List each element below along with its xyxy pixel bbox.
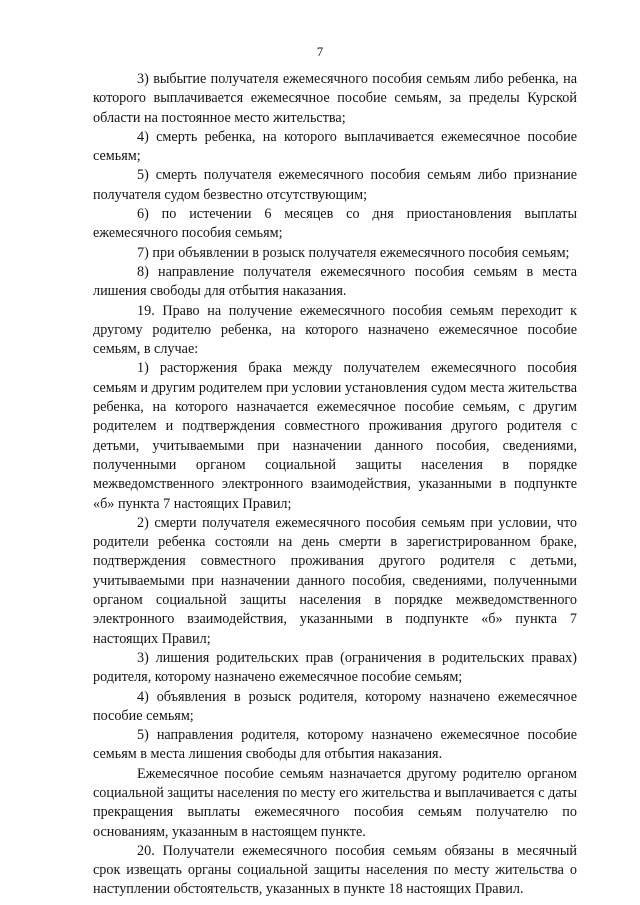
paragraph-clause-19-note: Ежемесячное пособие семьям назначается другому родителю органом социальной защиты населения по месту его жительства и выплачивается с даты прекращения выплаты ежемесячного пособия семьям получателю по основаниям, указанным в настоящем пункте.: [93, 765, 577, 840]
document-body: [93, 70, 577, 900]
paragraph-clause-19-item-1: 1) расторжения брака между получателем ежемесячного пособия семьям и другим родителем при условии установления судом места жительства ребенка, на которого назначается ежемесячное пособие семьям, с другим родителем и подтверждения совместного проживания другого родителя с детьми, учитываемыми при назначении данного пособия, сведениями, полученными органом социальной защиты населения в порядке межведомственного электронного взаимодействия, указанными в подпункте «б» пункта 7 настоящих Правил;: [93, 360, 577, 512]
paragraph-clause-19-item-5: 5) направления родителя, которому назначено ежемесячное пособие семьям в места лишения свободы для отбытия наказания.: [93, 727, 577, 763]
paragraph-clause-19: 19. Право на получение ежемесячного пособия семьям переходит к другому родителю ребенка, на которого назначено ежемесячное пособие семьям, в случае:: [93, 302, 577, 358]
paragraph-item-6: 6) по истечении 6 месяцев со дня приостановления выплаты ежемесячного пособия семьям;: [93, 206, 577, 242]
paragraph-item-5: 5) смерть получателя ежемесячного пособия семьям либо признание получателя судом безвестно отсутствующим;: [93, 167, 577, 203]
page-number: 7: [316, 44, 324, 59]
paragraph-clause-19-item-2: 2) смерти получателя ежемесячного пособия семьям при условии, что родители ребенка состояли на день смерти в зарегистрированном браке, подтверждения совместного проживания другого родителя с детьми, учитываемыми при назначении данного пособия, сведениями, полученными органом социальной защиты населения в порядке межведомственного электронного взаимодействия, указанными в подпункте «б» пункта 7 настоящих Правил;: [93, 514, 577, 647]
paragraph-clause-19-item-3: 3) лишения родительских прав (ограничения в родительских правах) родителя, которому назначено ежемесячное пособие семьям;: [93, 649, 577, 686]
paragraph-item-7: 7) при объявлении в розыск получателя ежемесячного пособия семьям;: [137, 244, 570, 261]
paragraph-clause-20: 20. Получатели ежемесячного пособия семьям обязаны в месячный срок извещать органы социальной защиты населения по месту жительства о наступлении обстоятельств, указанных в пункте 18 настоящих Правил.: [93, 842, 577, 898]
paragraph-item-8: 8) направление получателя ежемесячного пособия семьям в места лишения свободы для отбытия наказания.: [93, 263, 577, 300]
paragraph-clause-19-item-4: 4) объявления в розыск родителя, которому назначено ежемесячное пособие семьям;: [93, 688, 577, 724]
paragraph-item-4: 4) смерть ребенка, на которого выплачивается ежемесячное пособие семьям;: [93, 128, 577, 165]
paragraph-item-3: 3) выбытие получателя ежемесячного пособия семьям либо ребенка, на которого выплачивается ежемесячное пособие семьям, за пределы Курской области на постоянное место жительства;: [93, 71, 577, 126]
